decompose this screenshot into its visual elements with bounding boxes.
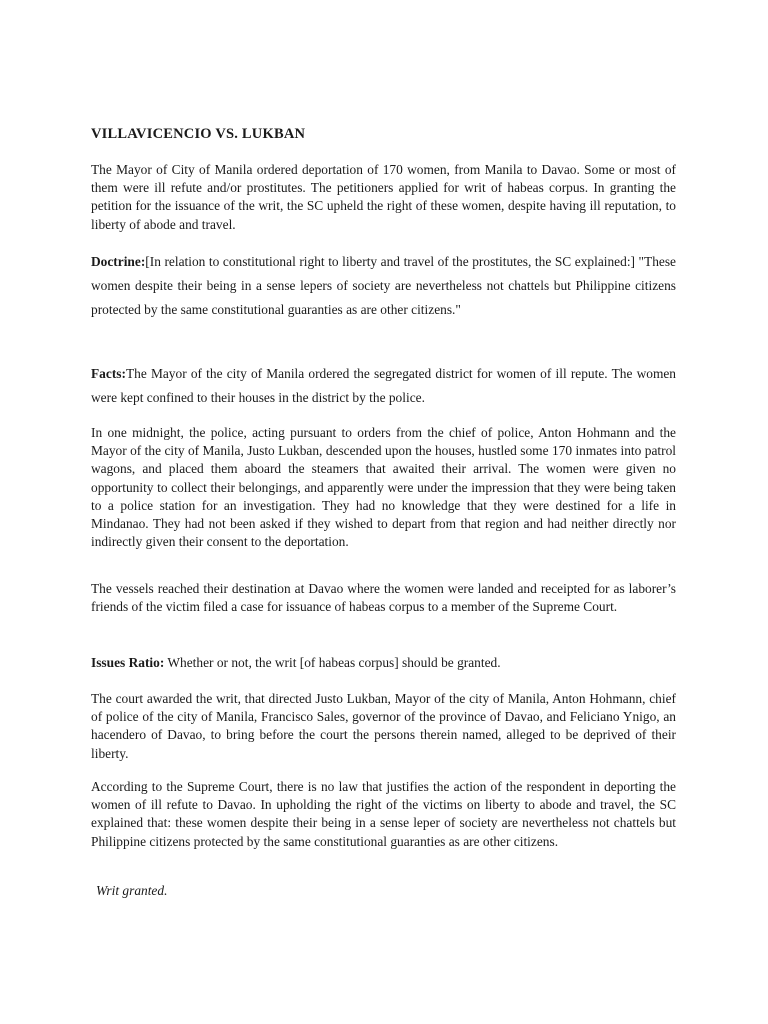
doctrine-text: [In relation to constitutional right to liberty and travel of the prostitutes, the SC explained:] "These women despite their being in a sense lepers of society are nevertheless not chattels but Philippine citizens protected by the same constitutional guaranties as are other citizens." <box>91 254 676 317</box>
facts-label: Facts: <box>91 366 126 381</box>
doctrine-label: Doctrine: <box>91 254 146 269</box>
issues-text: Whether or not, the writ [of habeas corpus] should be granted. <box>164 655 501 670</box>
disposition-text: Writ granted. <box>96 883 168 898</box>
summary-paragraph: The Mayor of City of Manila ordered deportation of 170 women, from Manila to Davao. Some or most of them were ill refute and/or prostitutes. The petitioners applied for writ of habeas corpus. In granting the petition for the issuance of the writ, the SC upheld the right of these women, despite having ill reputation, to liberty of abode and travel. <box>91 162 676 232</box>
document-title: VILLAVICENCIO VS. LUKBAN <box>91 126 306 142</box>
ruling-paragraph: According to the Supreme Court, there is no law that justifies the action of the respondent in deporting the women of ill refute to Davao. In upholding the right of the victims on liberty to abode and travel, the SC explained that: these women despite their being in a sense leper of society are nevertheless not chattels but Philippine citizens protected by the same constitutional guaranties as are other citizens. <box>91 779 676 849</box>
vessels-paragraph: The vessels reached their destination at Davao where the women were landed and receipted for as laborer’s friends of the victim filed a case for issuance of habeas corpus to a member of the Supreme Court. <box>91 581 676 615</box>
facts-text: The Mayor of the city of Manila ordered the segregated district for women of ill repute. The women were kept confined to their houses in the district by the police. <box>91 366 676 405</box>
award-paragraph: The court awarded the writ, that directed Justo Lukban, Mayor of the city of Manila, Anton Hohmann, chief of police of the city of Manila, Francisco Sales, governor of the province of Davao, and Feliciano Ynigo, an hacendero of Davao, to bring before the court the persons therein named, alleged to be deprived of their liberty. <box>91 691 676 761</box>
facts-detail-paragraph: In one midnight, the police, acting pursuant to orders from the chief of police, Anton Hohmann and the Mayor of the city of Manila, Justo Lukban, descended upon the houses, hustled some 170 inmates into patrol wagons, and placed them aboard the steamers that awaited their arrival. The women were given no opportunity to collect their belongings, and apparently were under the impression that they were being taken to a police station for an investigation. They had no knowledge that they were destined for a life in Mindanao. They had not been asked if they wished to depart from that region and had neither directly nor indirectly given their consent to the deportation. <box>91 425 676 550</box>
doctrine-paragraph <box>91 250 676 321</box>
issues-paragraph <box>91 654 676 672</box>
facts-paragraph <box>91 362 676 410</box>
issues-label: Issues Ratio: <box>91 655 165 670</box>
